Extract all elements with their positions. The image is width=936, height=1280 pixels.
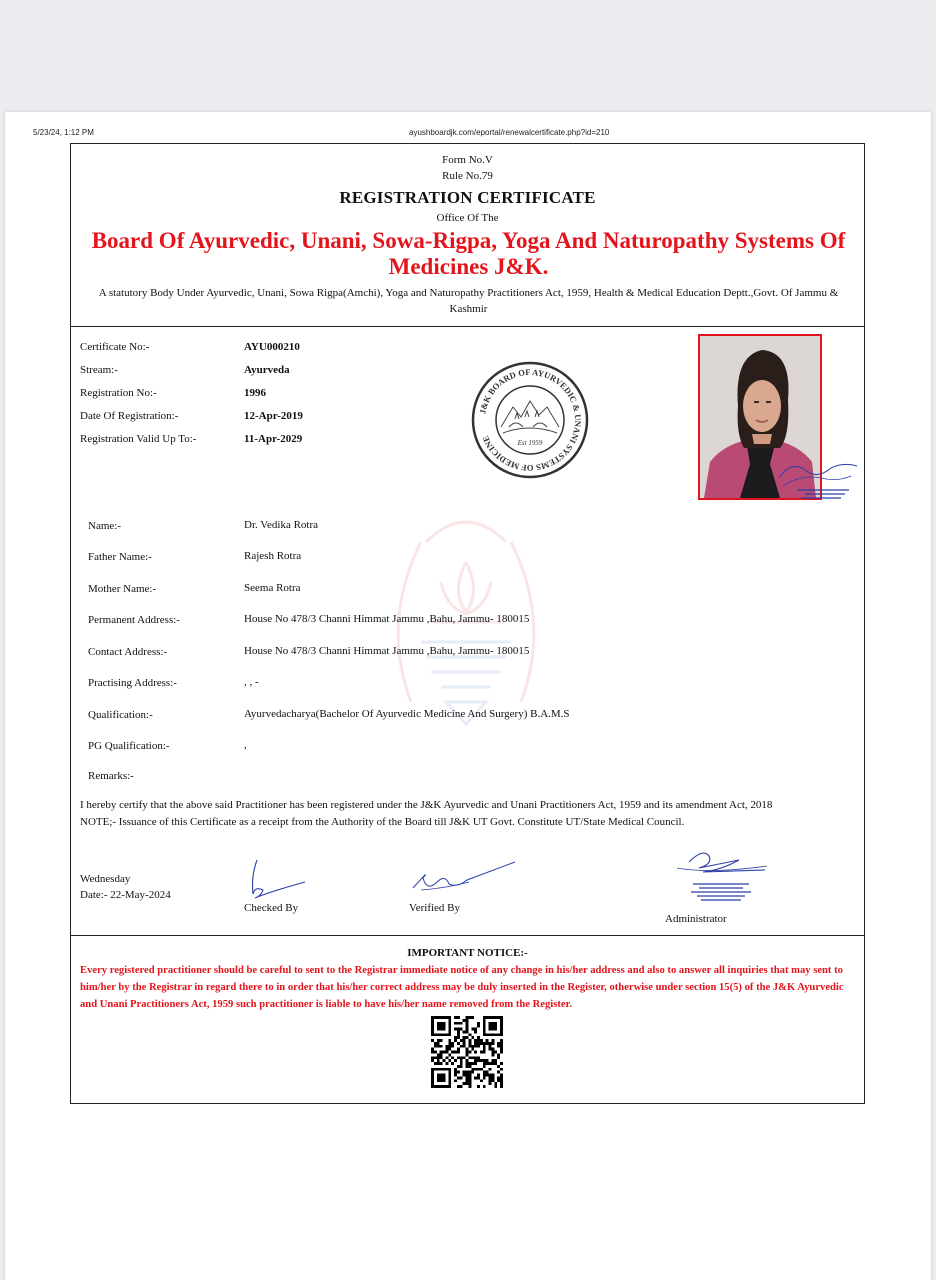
- checked-by-signature: [243, 856, 313, 900]
- registration-date-value: 12-Apr-2019: [244, 410, 303, 422]
- permanent-address-label: Permanent Address:-: [88, 614, 180, 626]
- office-of-label: Office Of The: [436, 212, 499, 224]
- issue-day: Wednesday: [80, 873, 131, 885]
- seal-ring-text: J&K BOARD OF AYURVEDIC & UNANI SYSTEMS OF MEDICINE: [477, 366, 584, 474]
- pg-qualification-label: PG Qualification:-: [88, 740, 170, 752]
- valid-up-to-label: Registration Valid Up To:-: [80, 433, 197, 445]
- certificate-title: REGISTRATION CERTIFICATE: [339, 188, 596, 207]
- seal-year: Est 1959: [517, 439, 543, 447]
- administrator-label: Administrator: [665, 913, 727, 925]
- printed-page: [5, 112, 931, 1280]
- name-value: Dr. Vedika Rotra: [244, 519, 319, 531]
- practising-address-label: Practising Address:-: [88, 677, 177, 689]
- registration-certificate: [70, 143, 865, 1104]
- certification-text: I hereby certify that the above said Practitioner has been registered under the J&K Ayurvedic and Unani Practitioners Act, 1959 and its amendment Act, 2018: [80, 799, 773, 811]
- qualification-value: Ayurvedacharya(Bachelor Of Ayurvedic Medicine And Surgery) B.A.M.S: [244, 708, 570, 720]
- mother-name-value: Seema Rotra: [244, 582, 301, 594]
- mother-name-label: Mother Name:-: [88, 583, 157, 595]
- pg-qualification-value: ,: [244, 739, 247, 751]
- administrator-signature-stamp: [669, 846, 773, 910]
- notice-body: Every registered practitioner should be careful to sent to the Registrar immediate notice of any change in his/her address and also to answer all inquiries that may sent to him/her by the Registrar in regard there to in order that his/her correct address may be duly inserted in the Register, otherwise under section 15(5) of the J&K Ayurvedic and Unani Practitioners Act, 1959 such practitioner is liable to have his/her name removed from the Register.: [80, 965, 844, 1010]
- certificate-no-value: AYU000210: [244, 341, 300, 353]
- important-notice: [71, 935, 864, 1103]
- stream-value: Ayurveda: [244, 364, 290, 376]
- certificate-header: [71, 144, 864, 327]
- certification-statement: [80, 797, 860, 831]
- practising-address-value: , , -: [244, 676, 259, 688]
- name-label: Name:-: [88, 520, 121, 532]
- issue-date: Date:- 22-May-2024: [80, 889, 171, 901]
- verified-by-signature: [407, 858, 519, 898]
- verification-qr-code: [431, 1016, 503, 1088]
- print-url: ayushboardjk.com/eportal/renewalcertificate.php?id=210: [409, 128, 610, 137]
- registration-no-label: Registration No:-: [80, 387, 157, 399]
- registration-date-label: Date Of Registration:-: [80, 410, 179, 422]
- certificate-no-label: Certificate No:-: [80, 341, 150, 353]
- father-name-value: Rajesh Rotra: [244, 550, 302, 562]
- photo-attestation-signature: [771, 456, 861, 502]
- registration-no-value: 1996: [244, 387, 266, 399]
- verified-by-label: Verified By: [409, 902, 461, 914]
- stream-label: Stream:-: [80, 364, 118, 376]
- form-number: Form No.V: [442, 154, 493, 166]
- statutory-body-text: A statutory Body Under Ayurvedic, Unani, Sowa Rigpa(Amchi), Yoga and Naturopathy Practitioners Act, 1959, Health & Medical Education Deptt.,Govt. Of Jammu & Kashmir: [98, 287, 839, 315]
- svg-text:J&K BOARD OF AYURVEDIC & UNANI: [477, 367, 583, 473]
- contact-address-label: Contact Address:-: [88, 646, 168, 658]
- board-name: Board Of Ayurvedic, Unani, Sowa-Rigpa, Yoga And Naturopathy Systems Of Medicines J&K.: [91, 228, 846, 279]
- rule-number: Rule No.79: [442, 170, 493, 182]
- notice-title: IMPORTANT NOTICE:-: [407, 947, 528, 959]
- permanent-address-value: House No 478/3 Channi Himmat Jammu ,Bahu, Jammu- 180015: [244, 613, 530, 625]
- valid-up-to-value: 11-Apr-2029: [244, 433, 303, 445]
- remarks-label: Remarks:-: [88, 770, 134, 782]
- note-text: NOTE;- Issuance of this Certificate as a receipt from the Authority of the Board till J&K UT Govt. Constitute UT/State Medical Council.: [80, 816, 685, 828]
- board-seal-stamp: [469, 361, 591, 479]
- father-name-label: Father Name:-: [88, 551, 152, 563]
- contact-address-value: House No 478/3 Channi Himmat Jammu ,Bahu, Jammu- 180015: [244, 645, 530, 657]
- qualification-label: Qualification:-: [88, 709, 153, 721]
- checked-by-label: Checked By: [244, 902, 299, 914]
- print-datetime: 5/23/24, 1:12 PM: [33, 128, 94, 137]
